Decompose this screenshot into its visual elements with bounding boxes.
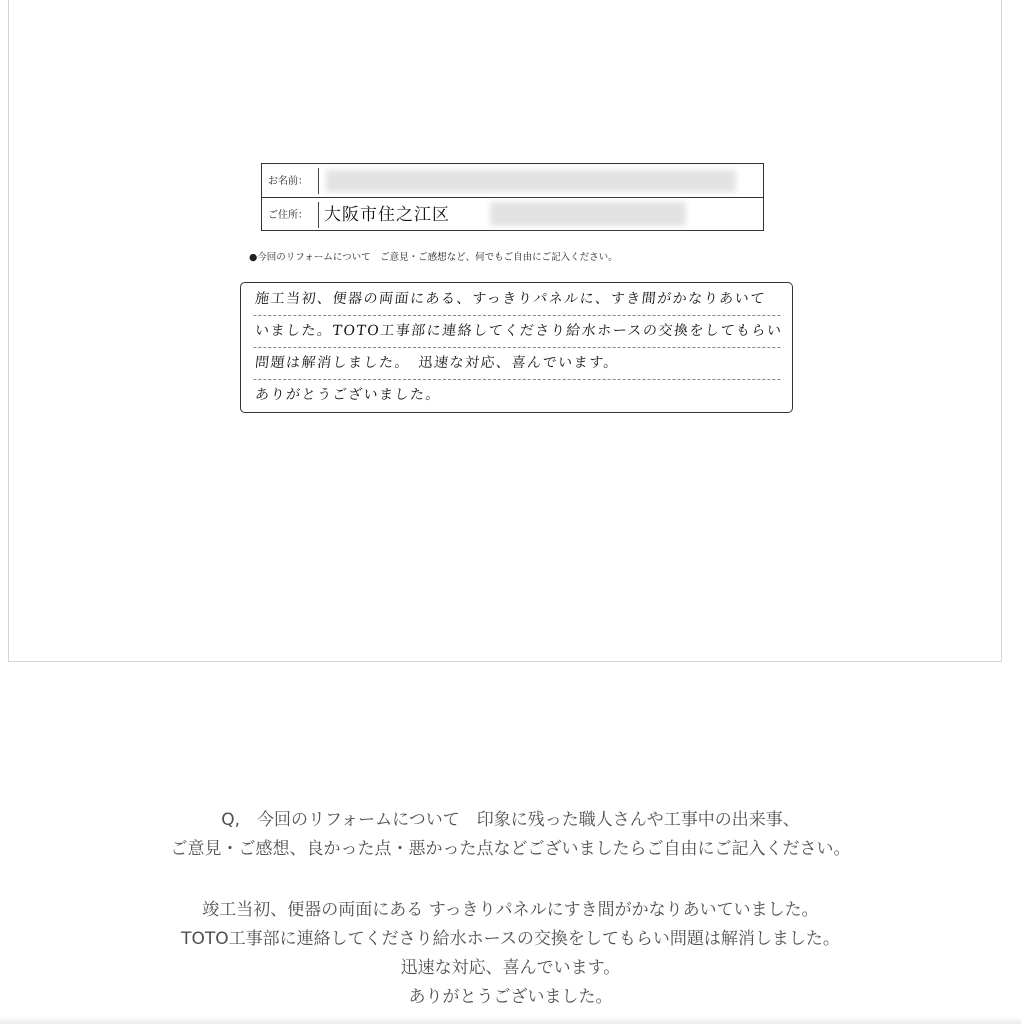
redacted-address [490,202,686,226]
answer-line: TOTO工事部に連絡してくださり給水ホースの交換をしてもらい問題は解消しました。 [181,929,840,949]
scanned-form-image [8,0,1002,662]
customer-info-table [261,163,764,231]
answer-line: ありがとうございました。 [408,987,613,1007]
redacted-name [326,170,736,192]
divider [318,168,319,194]
handwritten-line: いました。TOTO工事部に連絡してくださり給水ホースの交換をしてもらい [253,315,783,348]
name-row [262,164,763,198]
handwritten-line: 問題は解消しました。 迅速な対応、喜んでいます。 [253,347,783,380]
handwritten-line: 施工当初、便器の両面にある、すっきりパネルに、すき間がかなりあいて [253,283,783,316]
form-prompt: ●今回のリフォームについて ご意見・ご感想など、何でもご自由にご記入ください。 [249,252,618,263]
answer-line: 迅速な対応、喜んでいます。 [400,958,621,978]
address-handwritten: 大阪市住之江区 [324,205,450,225]
handwritten-line: ありがとうございました。 [254,387,442,403]
survey-card [237,161,797,417]
question-text [0,806,1021,864]
handwritten-comment-box [240,282,793,413]
divider [318,202,319,228]
question-line: ご意見・ご感想、良かった点・悪かった点などございましたらご自由にご記入ください。 [170,839,851,859]
answer-line: 竣工当初、便器の両面にある すっきりパネルにすき間がかなりあいていました。 [202,900,819,920]
name-label: お名前： [268,176,308,187]
answer-transcription [0,896,1021,1012]
page-bottom-edge [0,1016,1021,1024]
question-line: Q, 今回のリフォームについて 印象に残った職人さんや工事中の出来事、 [221,810,800,830]
address-label: ご住所： [268,210,308,221]
address-row [262,198,763,231]
